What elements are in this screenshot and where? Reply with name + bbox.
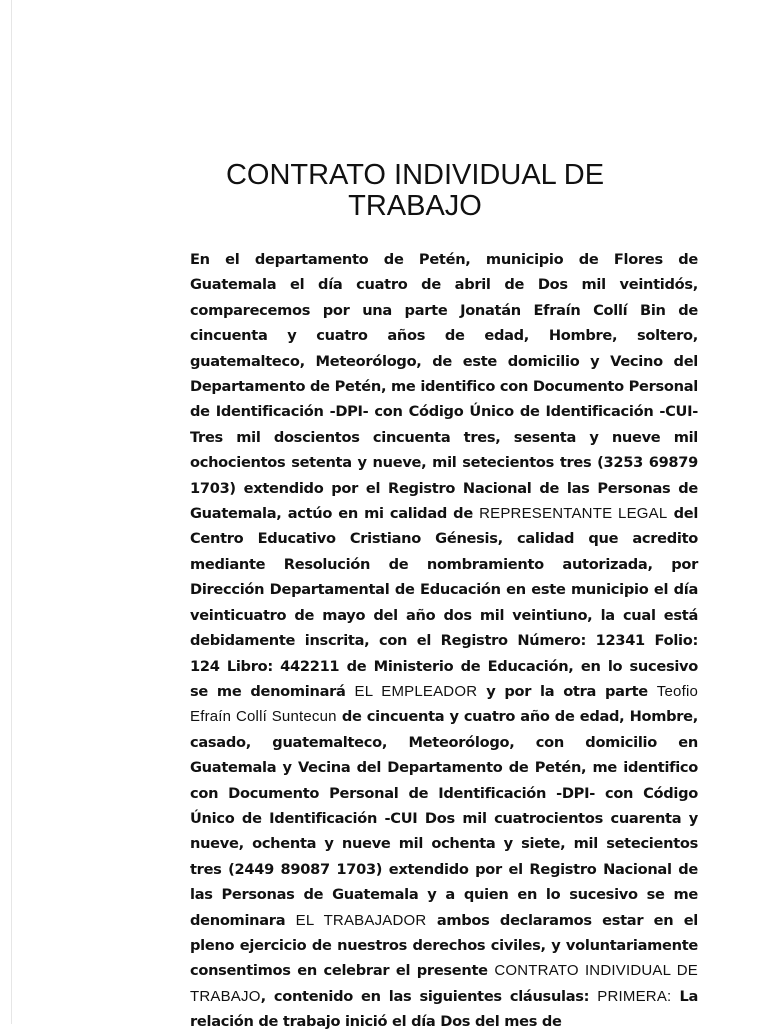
title-line-1: CONTRATO INDIVIDUAL DE — [225, 159, 605, 191]
representante-legal-term: REPRESENTANTE LEGAL — [479, 505, 668, 523]
document-title — [160, 160, 670, 222]
paragraph-segment-4: de cincuenta y cuatro año de edad, Hombre, casado, guatemalteco, Meteorólogo, con domicilio en Guatemala y Vecina del Departamento de Petén, me identifico con Documento Personal de Identificación -DPI- con Código Único de Identificación -CUI Dos mil cuatrocientos cuarenta y nueve, ochenta y nueve mil ochenta y siete, mil setecientos tres (2449 89087 1703) extendido por el Registro Nacional de las Personas de Guatemala y a quien en lo sucesivo se me denominara — [190, 708, 698, 929]
paragraph-segment-6: , contenido en las siguientes cláusulas: — [260, 987, 590, 1005]
contract-paragraph — [190, 247, 698, 1035]
trabajador-name: Teofio Efraín Collí Suntecun — [190, 682, 699, 726]
paragraph-segment-3: y por la otra parte — [486, 682, 648, 700]
page-edge — [11, 0, 12, 1024]
contrato-term: CONTRATO INDIVIDUAL DE TRABAJO — [190, 962, 698, 1005]
paragraph-segment-2: del Centro Educativo Cristiano Génesis, calidad que acredito mediante Resolución de nombramiento autorizada, por Dirección Departamental de Educación en este municipio el día veinticuatro de mayo del año dos mil veintiuno, la cual está debidamente inscrita, con el Registro Número: 12341 Folio: 124 Libro: 442211 de Ministerio de Educación, en lo sucesivo se me denominará — [190, 505, 699, 700]
title-line-2: TRABAJO — [348, 190, 482, 222]
primera-clause-label: PRIMERA: — [597, 987, 672, 1005]
paragraph-segment-7: La relación de trabajo inició el día Dos del mes de — [190, 987, 699, 1031]
paragraph-segment-5: ambos declaramos estar en el pleno ejercicio de nuestros derechos civiles, y voluntariamente consentimos en celebrar el presente — [190, 911, 699, 980]
trabajador-term: EL TRABAJADOR — [295, 911, 427, 929]
empleador-term: EL EMPLEADOR — [354, 682, 478, 700]
paragraph-segment-1: En el departamento de Petén, municipio de Flores de Guatemala el día cuatro de abril de Dos mil veintidós, comparecemos por una parte Jonatán Efraín Collí Bin de cincuenta y cuatro años de edad, Hombre, soltero, guatemalteco, Meteorólogo, de este domicilio y Vecino del Departamento de Petén, me identifico con Documento Personal de Identificación -DPI- con Código Único de Identificación -CUI- Tres mil doscientos cincuenta tres, sesenta y nueve mil ochocientos setenta y nueve, mil setecientos tres (3253 69879 1703) extendido por el Registro Nacional de las Personas de Guatemala, actúo en mi calidad de — [190, 251, 698, 523]
